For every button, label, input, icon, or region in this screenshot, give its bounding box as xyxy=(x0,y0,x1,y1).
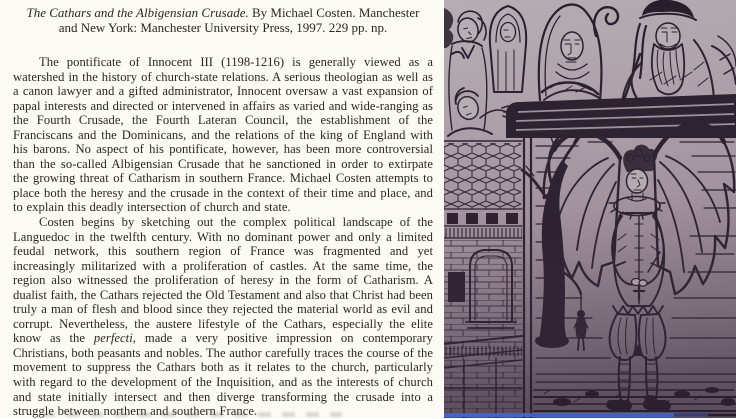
review-paragraph-2: Costen begins by sketching out the complex political landscape of the Languedoc in the twelfth century. With no dominant power and only a limited feudal network, this southern region of France was fragmented and yet increasingly militarized with a proliferation of castles. At the same time, the region also witnessed the proliferation of heresy in the form of Catharism. A dualist faith, the Cathars rejected the Old Testament and also that Christ had been truly a man of flesh and blood since they rejected the material world as evil and corrupt. Nevertheless, the austere lifestyle of the Cathars, especially the elite know as the perfecti, made a very positive impression on contemporary Christians, both peasants and nobles. The author carefully traces the course of the movement to suppress the Cathars both as it relates to the church, particularly with regard to the development of the Inquisition, and as the interests of church and state initially intersect and then diverge transforming the crusade into a struggle between northern and southern France. xyxy=(13,215,433,419)
review-paragraph-1: The pontificate of Innocent III (1198-1216) is generally viewed as a watershed in the history of church-state relations. A serious theologian as well as a canon lawyer and a gifted administrator, Innocent oversaw a vast expansion of papal interests and directed or intervened in affairs as varied and wide-ranging as the Fourth Crusade, the Fourth Lateran Council, the establishment of the Franciscans and the Dominicans, and the relations of the king of England with his barons. No aspect of his pontificate, however, has been more controversial than the so-called Albigensian Crusade that he sanctioned in order to extirpate the growing threat of Catharism in southern France. Michael Costen attempts to place both the heresy and the crusade in the context of their time and place, and to explain this deadly intersection of church and state. xyxy=(13,55,433,215)
book-title: The Cathars and the Albigensian Crusade. xyxy=(26,5,249,20)
blue-edge-line xyxy=(444,413,674,417)
citation-author: By Michael Costen. Manchester xyxy=(248,5,420,20)
citation-line-2: and New York: Manchester University Press, 1997. 229 pp. np. xyxy=(58,20,388,35)
citation-line-1 xyxy=(13,5,433,20)
woodcut-illustration xyxy=(444,0,736,418)
perfecti-italic: perfecti xyxy=(93,331,133,346)
photo-shading xyxy=(444,0,736,418)
cut-off-next-line xyxy=(42,412,342,417)
review-citation xyxy=(13,5,433,35)
